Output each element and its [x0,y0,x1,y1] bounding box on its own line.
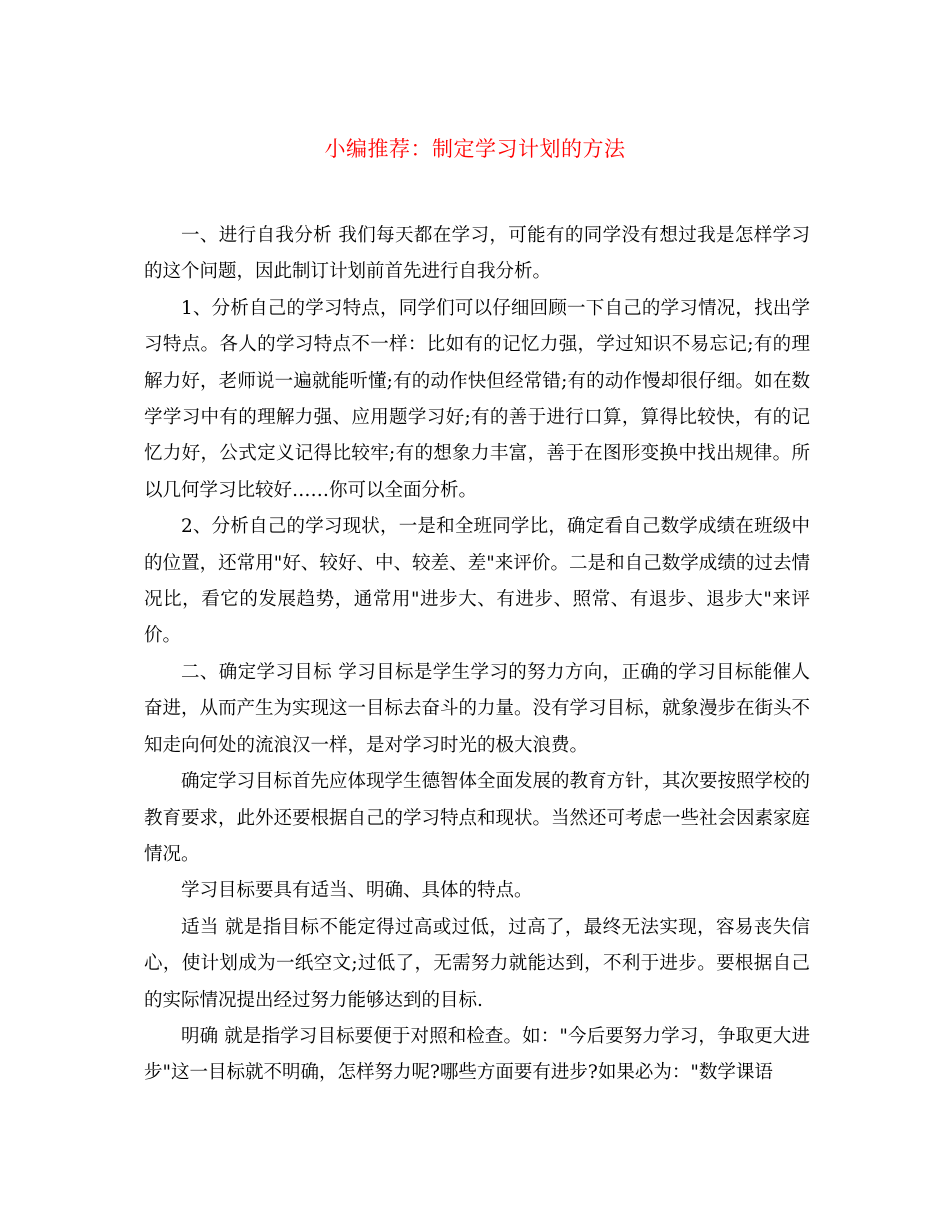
paragraph: 一、进行自我分析 我们每天都在学习，可能有的同学没有想过我是怎样学习的这个问题，因此制订计划前首先进行自我分析。 [144,225,810,283]
paragraph: 二、确定学习目标 学习目标是学生学习的努力方向，正确的学习目标能催人奋进，从而产生为实现这一目标去奋斗的力量。没有学习目标，就象漫步在街头不知走向何处的流浪汉一样，是对学习时光的极大浪费。 [144,661,811,756]
paragraph: 适当 就是指目标不能定得过高或过低，过高了，最终无法实现，容易丧失信心，使计划成为一纸空文;过低了，无需努力就能达到，不利于进步。要根据自己的实际情况提出经过努力能够达到的目标. [144,916,810,1011]
paragraph: 2、分析自己的学习现状，一是和全班同学比，确定看自己数学成绩在班级中的位置，还常用"好、较好、中、较差、差"来评价。二是和自己数学成绩的过去情况比，看它的发展趋势，通常用"进步大、有进步、照常、有退步、退步大"来评价。 [144,516,810,647]
paragraph: 学习目标要具有适当、明确、具体的特点。 [181,880,533,902]
document-body [144,218,810,1092]
paragraph: 1、分析自己的学习特点，同学们可以仔细回顾一下自己的学习情况，找出学习特点。各人的学习特点不一样：比如有的记忆力强，学过知识不易忘记;有的理解力好，老师说一遍就能听懂;有的动作快但经常错;有的动作慢却很仔细。如在数学学习中有的理解力强、应用题学习好;有的善于进行口算，算得比较快，有的记忆力好，公式定义记得比较牢;有的想象力丰富，善于在图形变换中找出规律。所以几何学习比较好……你可以全面分析。 [144,297,810,501]
paragraph: 明确 就是指学习目标要便于对照和检查。如："今后要努力学习，争取更大进步"这一目标就不明确，怎样努力呢?哪些方面要有进步?如果必为："数学课语 [144,1025,810,1084]
document-title: 小编推荐：制定学习计划的方法 [324,137,626,161]
paragraph: 确定学习目标首先应体现学生德智体全面发展的教育方针，其次要按照学校的教育要求，此外还要根据自己的学习特点和现状。当然还可考虑一些社会因素家庭情况。 [144,771,811,865]
